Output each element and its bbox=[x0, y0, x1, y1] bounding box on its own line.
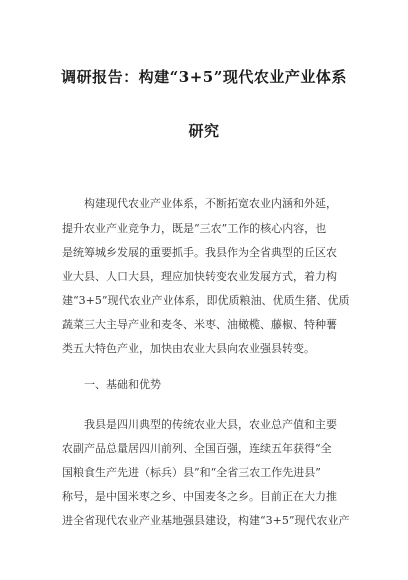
paragraph-1-line-7: 类五大特色产业，加快由农业大县向农业强县转变。 bbox=[62, 342, 315, 355]
paragraph-2-line-2: 农副产品总量居四川前列、全国百强，连续五年获得“全 bbox=[62, 442, 332, 455]
document-title-line-2: 研究 bbox=[188, 122, 220, 140]
paragraph-2-line-5: 进全省现代农业产业基地强县建设，构建“3+5”现代农业产 bbox=[62, 514, 350, 527]
paragraph-1-line-2: 提升农业产业竞争力，既是“三农”工作的核心内容，也 bbox=[62, 222, 327, 235]
paragraph-1-line-4: 业大县、人口大县，理应加快转变农业发展方式，着力构 bbox=[62, 270, 337, 283]
paragraph-1-line-5: 建“3+5”现代农业产业体系，即优质粮油、优质生猪、优质 bbox=[62, 294, 350, 307]
paragraph-1-line-6: 蔬菜三大主导产业和麦冬、米枣、油橄榄、藤椒、特种薯 bbox=[62, 318, 337, 331]
paragraph-2-line-3: 国粮食生产先进（标兵）县”和“全省三农工作先进县” bbox=[62, 466, 321, 479]
section-heading-basis-and-advantages: 一、基础和优势 bbox=[84, 378, 161, 391]
document-title-line-1: 调研报告：构建“3+5”现代农业产业体系 bbox=[61, 68, 347, 86]
paragraph-2-line-1: 我县是四川典型的传统农业大县，农业总产值和主要 bbox=[84, 418, 337, 431]
paragraph-1-line-1: 构建现代农业产业体系，不断拓宽农业内涵和外延， bbox=[84, 197, 337, 210]
paragraph-1-line-3: 是统筹城乡发展的重要抓手。我县作为全省典型的丘区农 bbox=[62, 246, 337, 259]
paragraph-2-line-4: 称号，是中国米枣之乡、中国麦冬之乡。目前正在大力推 bbox=[62, 490, 337, 503]
